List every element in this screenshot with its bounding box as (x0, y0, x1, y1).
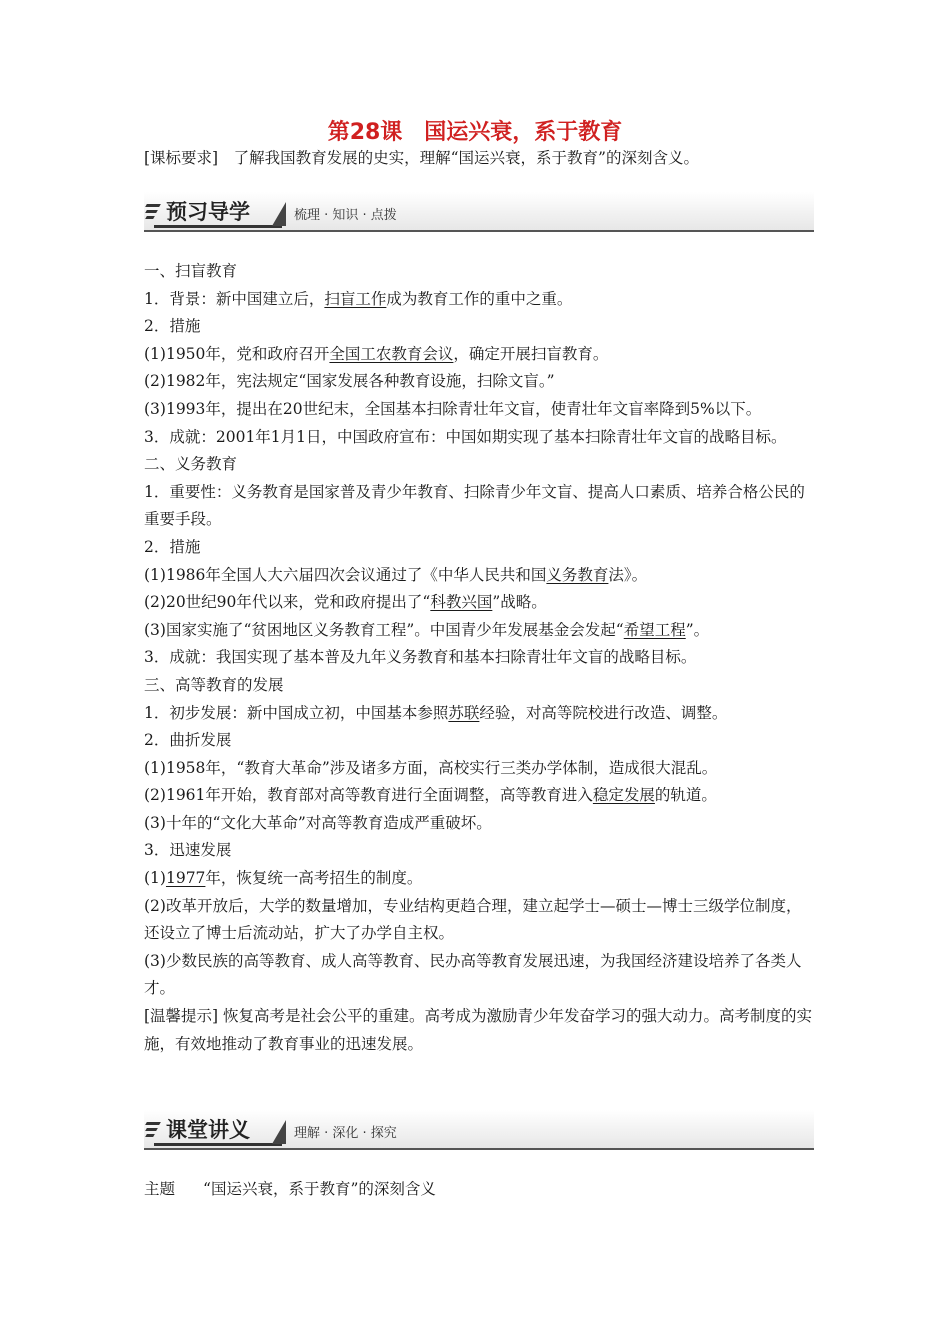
text-run: ”。 (685, 620, 710, 639)
text-run: (3)十年的“文化大革命”对高等教育造成严重破坏。 (144, 813, 492, 832)
underlined-term: 稳定发展 (592, 786, 655, 805)
content-line (144, 562, 816, 590)
text-run: 1．背景：新中国建立后， (144, 289, 325, 308)
content-line (144, 534, 816, 562)
underlined-term: 苏联 (448, 703, 480, 722)
content-line (144, 313, 816, 341)
topic-label: 主题 (144, 1180, 176, 1198)
text-run: 3．成就：我国实现了基本普及九年义务教育和基本扫除青壮年文盲的战略目标。 (144, 648, 697, 667)
text-run: (3)国家实施了“贫困地区义务教育工程”。中国青少年发展基金会发起“ (144, 620, 624, 639)
text-run: (1) (144, 869, 166, 888)
text-run: 的轨道。 (654, 786, 717, 805)
text-run: (3)少数民族的高等教育、成人高等教育、民办高等教育发展迅速，为我国经济建设培养了各类人才。 (144, 951, 802, 998)
content-line (144, 700, 816, 728)
text-run: (2)1982年，宪法规定“国家发展各种教育设施，扫除文盲。” (144, 372, 555, 391)
heading-underline (154, 225, 282, 228)
wedge-decoration (272, 1120, 286, 1144)
text-run: 年，恢复统一高考招生的制度。 (205, 869, 423, 888)
text-run: (1)1950年，党和政府召开 (144, 344, 330, 363)
text-run: 二、义务教育 (144, 455, 238, 474)
section-subheading: 梳理 · 知识 · 点拨 (294, 208, 397, 223)
content-line (144, 837, 816, 865)
content-line (144, 948, 816, 1003)
topic-line (144, 1176, 436, 1202)
underlined-term: 科教兴国 (430, 593, 493, 612)
content-line (144, 727, 816, 755)
section-banner-lecture (144, 1110, 814, 1150)
underlined-term: 全国工农教育会议 (329, 344, 454, 363)
banner-rule (144, 230, 814, 232)
content-line (144, 810, 816, 838)
text-run: (2)20世纪90年代以来，党和政府提出了“ (144, 593, 431, 612)
text-run: (2)改革开放后，大学的数量增加，专业结构更趋合理，建立起学士—硕士—博士三级学位制度，还设立了博士后流动站，扩大了办学自主权。 (144, 896, 802, 943)
content-line (144, 782, 816, 810)
topic-text: “国运兴衰，系于教育”的深刻含义 (203, 1180, 436, 1198)
text-run: 3．成就：2001年1月1日，中国政府宣布：中国如期实现了基本扫除青壮年文盲的战略目标。 (144, 427, 787, 446)
content-line (144, 865, 816, 893)
preview-content (144, 258, 816, 1058)
underlined-term: 1977 (165, 869, 206, 888)
text-run: (3)1993年，提出在20世纪末，全国基本扫除青壮年文盲，使青壮年文盲率降到5%以下。 (144, 399, 762, 418)
content-line (144, 396, 816, 424)
curriculum-requirement: [课标要求] 了解我国教育发展的史实，理解“国运兴衰，系于教育”的深刻含义。 (144, 149, 699, 167)
content-line (144, 893, 816, 948)
content-line (144, 451, 816, 479)
section-banner-preview (144, 192, 814, 232)
section-heading: 课堂讲义 (166, 1118, 250, 1142)
text-run: (1)1986年全国人大六届四次会议通过了《中华人民共和国 (144, 565, 547, 584)
heading-underline (154, 1143, 282, 1146)
text-run: 法》。 (608, 565, 648, 584)
text-run: ”战略。 (492, 593, 547, 612)
content-line (144, 617, 816, 645)
underlined-term: 希望工程 (623, 620, 686, 639)
text-run: 2．曲折发展 (144, 731, 232, 750)
text-run: 经验，对高等院校进行改造、调整。 (479, 703, 728, 722)
text-run: 3．迅速发展 (144, 841, 232, 860)
underlined-term: 扫盲工作 (324, 289, 387, 308)
content-line (144, 755, 816, 783)
text-run: 1．初步发展：新中国成立初，中国基本参照 (144, 703, 449, 722)
text-run: 2．措施 (144, 537, 201, 556)
content-line (144, 258, 816, 286)
wedge-decoration (272, 202, 286, 226)
stripes-icon (146, 202, 162, 222)
text-run: [温馨提示] 恢复高考是社会公平的重建。高考成为激励青少年发奋学习的强大动力。高考制度的实施，有效地推动了教育事业的迅速发展。 (144, 1007, 813, 1053)
text-run: 一、扫盲教育 (144, 262, 238, 280)
content-line (144, 1003, 816, 1058)
content-line (144, 368, 816, 396)
underlined-term: 义务教育 (546, 565, 609, 584)
text-run: (2)1961年开始，教育部对高等教育进行全面调整，高等教育进入 (144, 786, 593, 805)
text-run: ，确定开展扫盲教育。 (453, 344, 609, 363)
content-line (144, 286, 816, 314)
lesson-title: 第28课 国运兴衰，系于教育 (327, 120, 623, 145)
content-line (144, 341, 816, 369)
text-run: (1)1958年，“教育大革命”涉及诸多方面，高校实行三类办学体制，造成很大混乱。 (144, 758, 718, 777)
section-subheading: 理解 · 深化 · 探究 (294, 1126, 397, 1141)
content-line (144, 479, 816, 534)
content-line (144, 589, 816, 617)
text-run: 1．重要性：义务教育是国家普及青少年教育、扫除青少年文盲、提高人口素质、培养合格公民的重要手段。 (144, 482, 805, 529)
content-line (144, 672, 816, 700)
text-run: 三、高等教育的发展 (144, 675, 284, 694)
banner-rule (144, 1148, 814, 1150)
text-run: 2．措施 (144, 317, 201, 336)
content-line (144, 644, 816, 672)
content-line (144, 424, 816, 452)
section-heading: 预习导学 (166, 200, 250, 224)
stripes-icon (146, 1120, 162, 1140)
text-run: 成为教育工作的重中之重。 (386, 289, 573, 308)
